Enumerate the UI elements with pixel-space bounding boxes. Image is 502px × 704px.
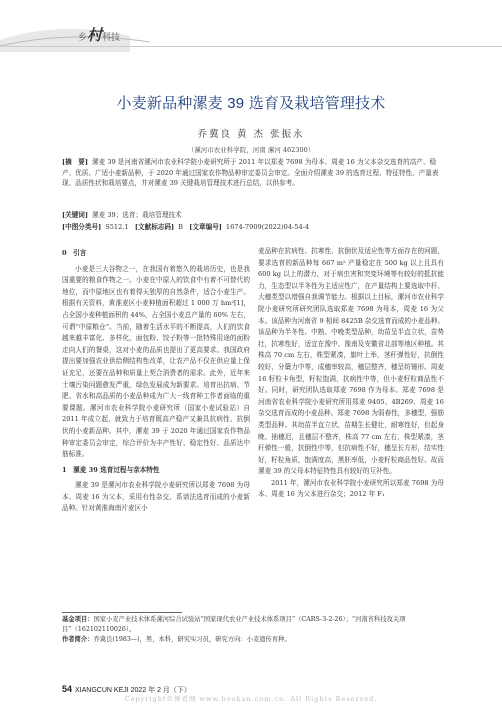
journal-logo: 乡村科技	[78, 27, 121, 44]
header-divider	[0, 46, 502, 47]
abstract-text: 漯麦 39 是河南省漯河市农业科学院小麦研究所于 2011 年以郑麦 7698 为母本、周麦 16 为父本杂交选育的高产、稳产、优质、广适小麦新品种，于 2020 年通过国家农作物品种审定委员会审定。全面介绍漯麦 39 的选育过程、特征特性、产量表现、品质性状和栽培要点，并对漯麦 39 关键栽培管理技术进行总结，以供参考。	[62, 158, 439, 187]
page-number: 54	[62, 684, 73, 694]
paragraph: 漯麦 39 是漯河市农业科学院小麦研究所以郑麦 7698 为母本、周麦 16 为父本，采用有性杂交、系谱法选育而成的小麦新品种。针对黄淮海南片麦区小	[62, 481, 250, 513]
article-title: 小麦新品种漯麦 39 选育及栽培管理技术	[116, 95, 386, 112]
authors: 乔冀良 黄 杰 张振永	[197, 129, 305, 140]
abstract-label: [摘 要]	[62, 158, 89, 166]
copyright-watermark: Copyright©博看网 www.bookan.com.cn. All Rights Reserved.	[124, 695, 378, 703]
footnote-divider	[62, 612, 182, 613]
paragraph: 2011 年，漯河市农业科学院小麦研究所以郑麦 7698 为母本、周麦 16 为父本进行杂交；2012 年 F₁	[258, 478, 444, 499]
affiliation: （漯河市农业科学院，河南 漯河 462300）	[187, 146, 315, 154]
abstract	[62, 157, 442, 189]
clc-label: [中图分类号]	[62, 223, 102, 231]
keywords-label: [关键词]	[62, 211, 89, 219]
classification-line	[62, 222, 442, 233]
journal-header	[0, 0, 502, 52]
keywords	[62, 210, 442, 221]
header-decoration	[0, 0, 502, 52]
section-heading-intro: 0 引言	[62, 249, 87, 257]
paragraph: 麦品种在抗病性、抗寒性、抗倒伏及适应性等方面存在的问题，要求选育的新品种每 667 m² 产量稳定在 500 kg 以上且具有 600 kg 以上的潜力，对于病虫害和突变环境等有较好的抵抗能力，生态型以半冬性为主适应性广，在产量结构上要选取中秆、大穗类型以增强自我调节能力。根据以上目标，漯河市农业科学院小麦研究所研究团队选取郑麦 7698 为母本，周麦 16 为父本。该品种为河南省 9 相间 8425B 杂交选育而成的小麦品种。该品种为半冬性、中熟、中晚类型品种，幼苗呈半直立状，苗势壮，抗寒性好，适宜在豫中、豫南及安徽省北部等地区种植。其株高 70 cm 左右，株型紧凑，旗叶上举，茎秆弹性好，抗倒性较好，分蘖力中等，成穗率较高，穗层整齐，穗呈纺锤形。周麦 16 籽粒卡角型，籽粒饱满，抗病性中等，但小麦籽粒商品性不好。同时，研究团队选取郑麦 7698 作为母本。郑麦 7698 是河南省农业科学院小麦研究所用郑麦 9405、4B269、周麦 16 杂交选育而成的小麦品种。郑麦 7698 为弱春性，多穗型，强筋类型品种。其幼苗半直立状，苗期生长健壮，耐寒性好，但起身晚、抽穗迟，且穗层不整齐，株高 77 cm 左右，株型紧凑，茎秆弹性一般，抗倒性中等，但抗病性不好，穗呈长方形，结实性好，籽粒角质，饱满度高，黑胚率低，小麦籽粒商品性好。故而漯麦 39 的父母本特征特性具有较好的互补性。	[258, 247, 444, 476]
fund-label: 基金项目：	[62, 616, 94, 623]
clc-value: S512.1	[105, 223, 129, 231]
keywords-text: 漯麦 39；选育；栽培管理技术	[92, 211, 182, 219]
article-number-value: 1674-7909(2022)04-54-4	[225, 223, 310, 231]
article-number-label: [文章编号]	[189, 223, 222, 231]
footnote	[62, 615, 444, 645]
doc-code-label: [文献标志码]	[134, 223, 175, 231]
right-column	[258, 246, 444, 501]
author-bio-label: 作者简介：	[62, 636, 94, 643]
paragraph: 小麦是三大谷物之一，在我国有着悠久的栽培历史，也是我国重要的粮食作物之一。小麦在中原人的饮食中有着不可替代的地位，而中原地区也有着得天独厚的自然条件，适合小麦生产。根据有关资料，黄淮麦区小麦种植面积超过 1 000 万 hm²[1]，占全国小麦种植面积的 44%，占全国小麦总产量的 60% 左右，可谓“中原粮仓”。当前，随着生活水平的不断提高，人们的饮食越来越丰富化、多样化，面包粉、饺子粉等一批特殊用途的面粉走向人们的餐桌，这对小麦的品质也提出了更高要求。我国政府提出要加强农业供给侧结构性改革，让农产品不仅在供应量上保证充足，还要在品种和质量上契合消费者的需求。此外，近年来土壤污染问题愈发严重，绿色发展成为新要求。培育出抗病、节肥、省水和高品质的小麦品种成为广大一线育种工作者面临的重要课题。漯河市农业科学院小麦研究所（国家小麦试验站）自 2011 年成立起，就致力于培育既高产稳产又兼具抗病性、抗倒伏的小麦新品种。其中，漯麦 39 于 2020 年通过国家农作物品种审定委员会审定，综合评价为丰产性好、稳定性好、品质达中筋标准。	[62, 264, 250, 459]
journal-name: XIANGCUN KEJI 2022 年 2 月（下）	[75, 687, 191, 694]
author-bio-text: 乔冀良(1983—)，男，本科，研究实习员，研究方向：小麦遗传育种。	[93, 636, 291, 643]
doc-code-value: B	[178, 223, 183, 231]
left-column	[62, 246, 250, 515]
fund-text: 国家小麦产业技术体系漯河综合试验站“国家现代农业产业技术体系项目”（CARS-3-2-26）；“河南省科技攻关项目”（162102110026）。	[62, 616, 406, 633]
section-heading-breeding: 1 漯麦 39 选育过程与亲本特性	[62, 465, 160, 474]
